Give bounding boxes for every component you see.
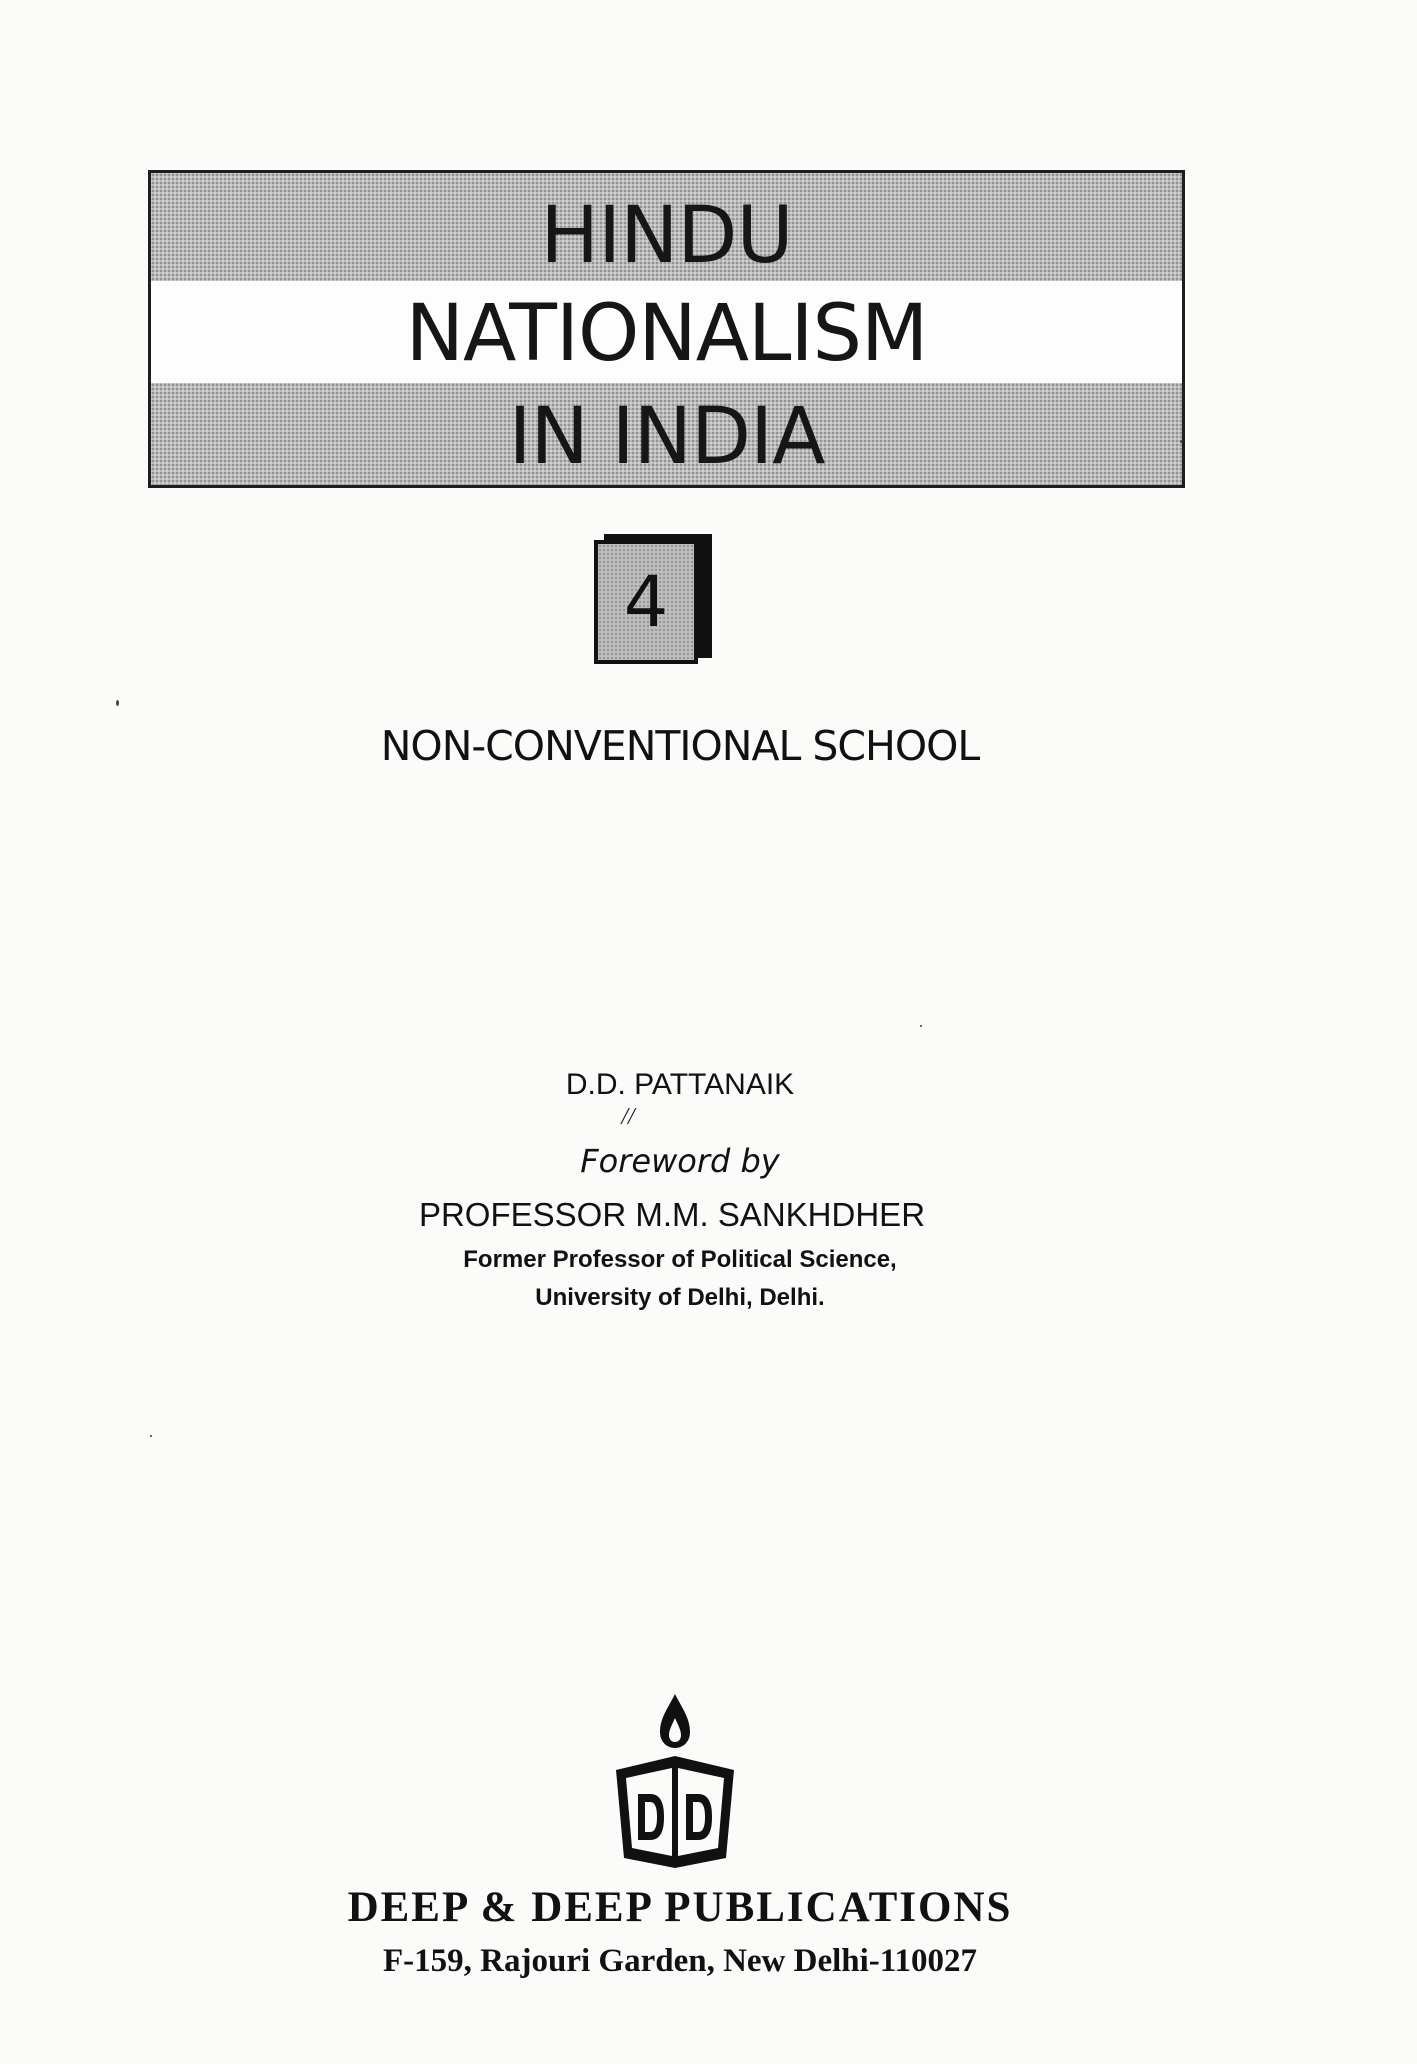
volume-badge: [594, 540, 712, 664]
title-line-1: HINDU: [540, 191, 793, 281]
handwritten-mark: //: [621, 1104, 635, 1130]
title-band-bottom: [151, 383, 1182, 485]
subtitle: NON-CONVENTIONAL SCHOOL: [380, 722, 980, 770]
foreword-affiliation-line-1: Former Professor of Political Science,: [463, 1246, 897, 1273]
foreword-author: PROFESSOR M.M. SANKHDHER: [418, 1196, 926, 1233]
publisher-address: F-159, Rajouri Garden, New Delhi-110027: [383, 1943, 977, 1979]
title-band-top: [151, 173, 1182, 281]
volume-number: 4: [623, 561, 669, 643]
foreword-affiliation-line-2: University of Delhi, Delhi.: [535, 1284, 825, 1311]
publisher-name: DEEP & DEEP PUBLICATIONS: [347, 1884, 1013, 1931]
scan-speck: [920, 1025, 922, 1027]
title-band-middle: [151, 281, 1182, 383]
scan-speck: [1180, 440, 1183, 443]
lamp-book-logo-icon: [610, 1690, 740, 1870]
author-name: D.D. PATTANAIK: [565, 1068, 795, 1101]
book-title-box: [148, 170, 1185, 488]
title-line-3: IN INDIA: [508, 392, 825, 482]
volume-badge-face: [594, 540, 698, 664]
scan-speck: [150, 1435, 152, 1437]
scan-speck: [116, 700, 119, 706]
title-line-2: NATIONALISM: [405, 289, 928, 379]
foreword-label: Foreword by: [580, 1142, 780, 1180]
